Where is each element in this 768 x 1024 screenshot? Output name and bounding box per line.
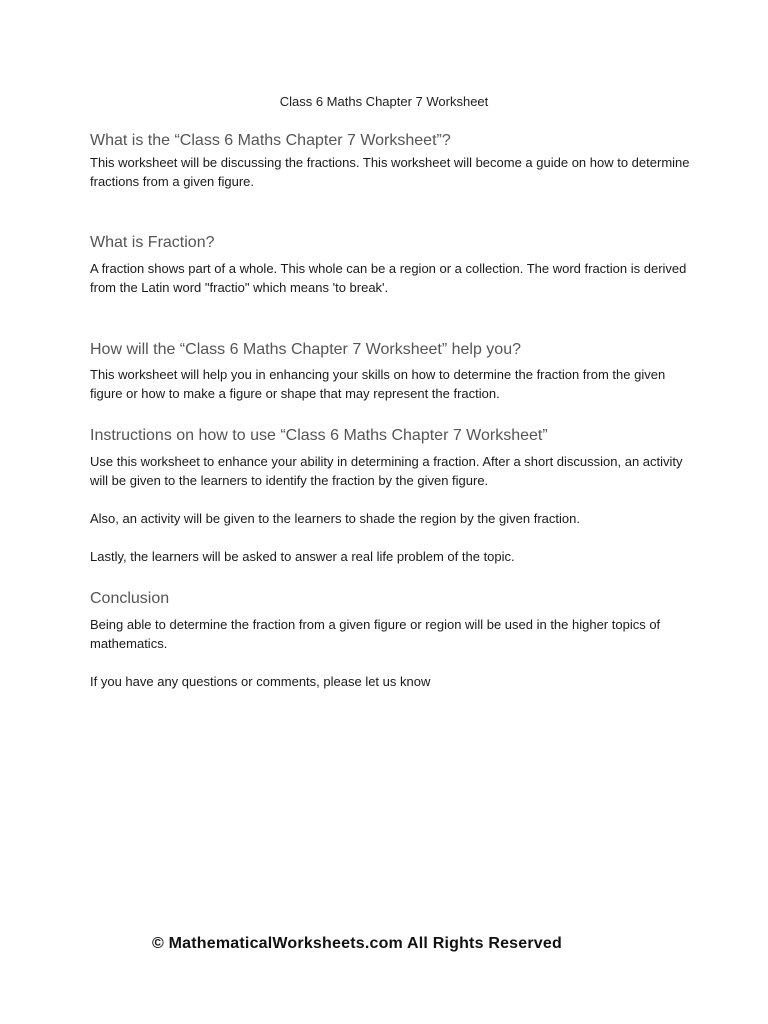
section-body <box>90 259 690 297</box>
section-body <box>90 153 690 191</box>
section-how-will-help <box>90 340 690 360</box>
section-body <box>90 365 690 403</box>
section-what-is-worksheet <box>90 131 690 151</box>
paragraph: If you have any questions or comments, please let us know <box>90 674 431 689</box>
paragraph: Lastly, the learners will be asked to answer a real life problem of the topic. <box>90 549 515 564</box>
section-instructions <box>90 426 690 446</box>
section-conclusion <box>90 589 690 609</box>
paragraph: Being able to determine the fraction from a given figure or region will be used in the higher topics of mathematics. <box>90 617 661 651</box>
paragraph: A fraction shows part of a whole. This whole can be a region or a collection. The word fraction is derived from the Latin word "fractio" which means 'to break'. <box>90 261 687 295</box>
section-body <box>90 672 690 691</box>
paragraph: Also, an activity will be given to the learners to shade the region by the given fraction. <box>90 511 580 526</box>
section-what-is-fraction <box>90 233 690 253</box>
section-body <box>90 615 690 653</box>
paragraph: Use this worksheet to enhance your ability in determining a fraction. After a short discussion, an activity will be given to the learners to identify the fraction by the given figure. <box>90 454 683 488</box>
section-heading: What is Fraction? <box>90 234 215 251</box>
section-body <box>90 547 690 566</box>
section-heading: How will the “Class 6 Maths Chapter 7 Worksheet” help you? <box>90 341 521 358</box>
copyright-footer: © MathematicalWorksheets.com All Rights Reserved <box>152 935 562 952</box>
section-heading: Conclusion <box>90 590 170 607</box>
section-body <box>90 452 690 490</box>
section-heading: Instructions on how to use “Class 6 Maths Chapter 7 Worksheet” <box>90 427 548 444</box>
paragraph: This worksheet will be discussing the fractions. This worksheet will become a guide on how to determine fractions from a given figure. <box>90 155 690 189</box>
page-title: Class 6 Maths Chapter 7 Worksheet <box>279 94 489 109</box>
section-heading: What is the “Class 6 Maths Chapter 7 Worksheet”? <box>90 132 451 149</box>
paragraph: This worksheet will help you in enhancing your skills on how to determine the fraction from the given figure or how to make a figure or shape that may represent the fraction. <box>90 367 666 401</box>
section-body <box>90 509 690 528</box>
